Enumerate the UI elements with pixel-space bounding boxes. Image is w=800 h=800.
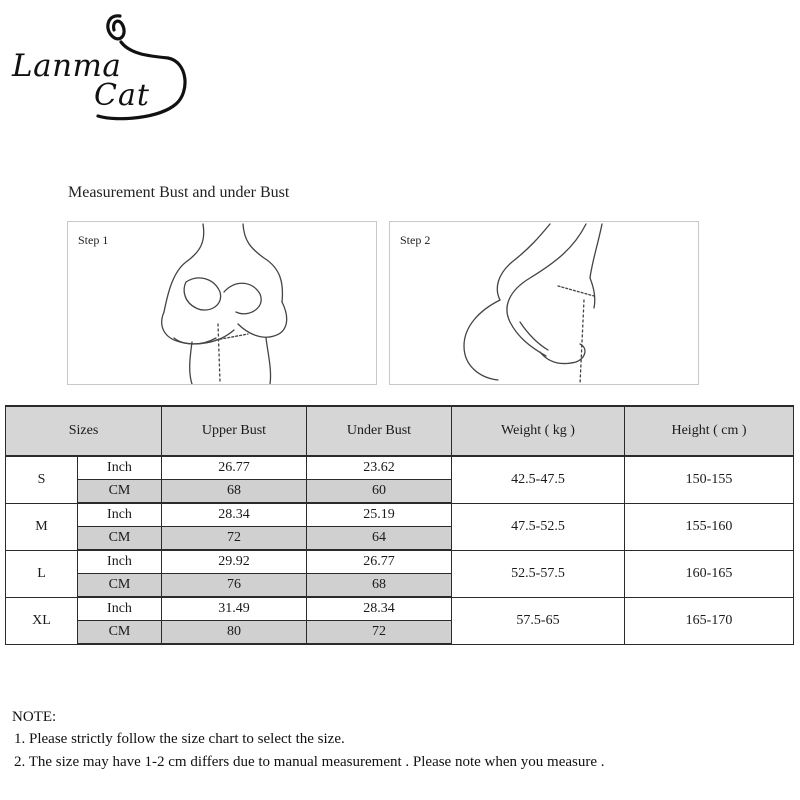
header-sizes: Sizes <box>6 406 162 456</box>
under-bust-inch: 25.19 <box>307 503 452 527</box>
upper-bust-cm: 72 <box>162 527 307 551</box>
header-upper-bust: Upper Bust <box>162 406 307 456</box>
unit-label: CM <box>78 574 162 598</box>
step-1-label: Step 1 <box>78 233 109 247</box>
under-bust-cm: 68 <box>307 574 452 598</box>
under-bust-inch: 28.34 <box>307 597 452 621</box>
unit-label: Inch <box>78 550 162 574</box>
under-bust-cm: 64 <box>307 527 452 551</box>
height-range: 155-160 <box>625 503 794 550</box>
height-range: 165-170 <box>625 597 794 644</box>
table-row <box>6 597 794 621</box>
unit-label: Inch <box>78 597 162 621</box>
note-item: 2. The size may have 1-2 cm differs due to manual measurement . Please note when you measure . <box>14 754 605 770</box>
table-row <box>6 503 794 527</box>
notes-section <box>12 709 605 777</box>
under-bust-cm: 72 <box>307 621 452 645</box>
size-chart-table <box>5 405 794 645</box>
notes-title: NOTE: <box>12 709 57 725</box>
brand-logo <box>8 6 193 126</box>
step-2-panel <box>389 221 699 385</box>
upper-bust-inch: 28.34 <box>162 503 307 527</box>
unit-label: CM <box>78 480 162 504</box>
step-1-panel <box>67 221 377 385</box>
upper-bust-cm: 76 <box>162 574 307 598</box>
logo-text-cat: Cat <box>94 78 150 113</box>
unit-label: Inch <box>78 503 162 527</box>
under-bust-inch: 26.77 <box>307 550 452 574</box>
weight-range: 52.5-57.5 <box>452 550 625 597</box>
upper-bust-cm: 68 <box>162 480 307 504</box>
table-header-row <box>6 406 794 456</box>
upper-bust-cm: 80 <box>162 621 307 645</box>
upper-bust-inch: 26.77 <box>162 456 307 480</box>
size-label: M <box>6 503 78 550</box>
weight-range: 47.5-52.5 <box>452 503 625 550</box>
step-2-body-illustration <box>390 222 698 384</box>
step-1-body-illustration <box>68 222 376 384</box>
header-height: Height ( cm ) <box>625 406 794 456</box>
logo-text-lanma: Lanma <box>12 48 122 84</box>
size-label: XL <box>6 597 78 644</box>
table-row <box>6 456 794 480</box>
size-label: S <box>6 456 78 503</box>
under-bust-cm: 60 <box>307 480 452 504</box>
upper-bust-inch: 29.92 <box>162 550 307 574</box>
weight-range: 57.5-65 <box>452 597 625 644</box>
unit-label: Inch <box>78 456 162 480</box>
under-bust-inch: 23.62 <box>307 456 452 480</box>
measurement-title: Measurement Bust and under Bust <box>68 184 290 201</box>
header-under-bust: Under Bust <box>307 406 452 456</box>
header-weight: Weight ( kg ) <box>452 406 625 456</box>
size-label: L <box>6 550 78 597</box>
weight-range: 42.5-47.5 <box>452 456 625 503</box>
table-row <box>6 550 794 574</box>
height-range: 160-165 <box>625 550 794 597</box>
note-item: 1. Please strictly follow the size chart to select the size. <box>14 731 345 747</box>
step-2-label: Step 2 <box>400 233 431 247</box>
height-range: 150-155 <box>625 456 794 503</box>
unit-label: CM <box>78 621 162 645</box>
unit-label: CM <box>78 527 162 551</box>
upper-bust-inch: 31.49 <box>162 597 307 621</box>
